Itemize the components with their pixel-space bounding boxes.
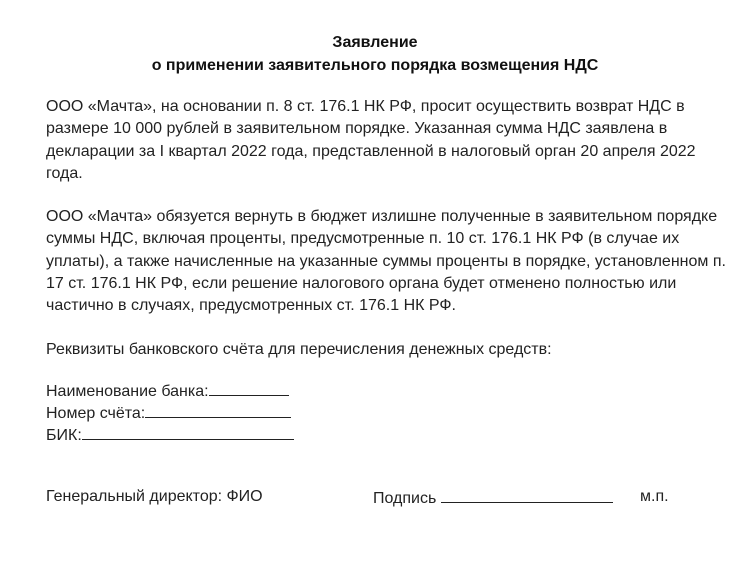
document-subtitle: о применении заявительного порядка возмещения НДС xyxy=(151,57,599,74)
signature-field xyxy=(373,488,613,508)
bik-blank-line xyxy=(82,425,294,440)
bank-name-blank-line xyxy=(209,381,289,396)
paragraph-bank-details-heading: Реквизиты банковского счёта для перечисления денежных средств: xyxy=(46,341,552,358)
paragraph-refund-request: ООО «Мачта», на основании п. 8 ст. 176.1 НК РФ, просит осуществить возврат НДС в размере 10 000 рублей в заявительном порядке. Указанная сумма НДС заявлена в декларации за I квартал 2022 года, представленной в налоговый орган 20 апреля 2022 года. xyxy=(46,98,696,182)
seal-placeholder: м.п. xyxy=(640,488,669,505)
paragraph-obligation: ООО «Мачта» обязуется вернуть в бюджет излишне полученные в заявительном порядке суммы НДС, включая проценты, предусмотренные п. 10 ст. 176.1 НК РФ (в случае их уплаты), а также начисленные на указанные суммы проценты в порядке, установленном п. 17 ст. 176.1 НК РФ, если решение налогового органа будет отменено полностью или частично в случаях, предусмотренных ст. 176.1 НК РФ. xyxy=(46,208,726,315)
signature-label: Подпись xyxy=(373,490,437,507)
bik-field xyxy=(46,425,294,447)
signature-blank-line xyxy=(441,488,613,503)
document-title: Заявление xyxy=(332,34,418,51)
account-number-blank-line xyxy=(145,403,291,418)
director-name: Генеральный директор: ФИО xyxy=(46,488,263,505)
account-number-field xyxy=(46,403,291,425)
bank-name-label: Наименование банка: xyxy=(46,383,209,400)
account-number-label: Номер счёта: xyxy=(46,405,146,422)
bank-name-field xyxy=(46,381,289,403)
bik-label: БИК: xyxy=(46,427,82,444)
